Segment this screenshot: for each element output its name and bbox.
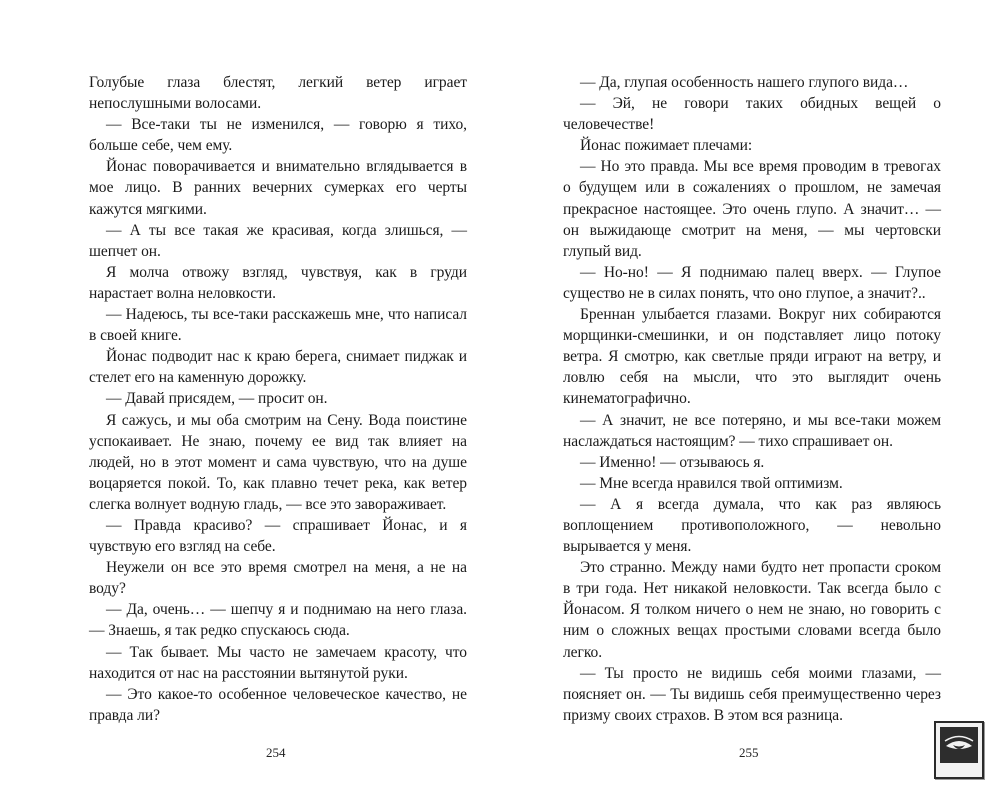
page-number-left: 254: [266, 745, 286, 760]
paragraph: — Именно! — отзываюсь я.: [580, 453, 765, 471]
paragraph: — Но это правда. Мы все время проводим в тревогах о будущем или в сожалениях о прошлом, не замечая прекрасное настоящее. Это очень глупо. А значит… — он выжидающе смотрит на меня, — мы чертовски глупый вид.: [563, 158, 941, 260]
eye-polaroid-icon: [934, 721, 984, 779]
page-number-right: 255: [739, 745, 759, 760]
paragraph: Йонас пожимает плечами:: [580, 137, 753, 155]
paragraph: — Эй, не говори таких обидных вещей о человечестве!: [563, 95, 941, 134]
paragraph: — Ты просто не видишь себя моими глазами, — поясняет он. — Ты видишь себя преимущественно через призму своих страхов. В этом вся разница.: [563, 664, 941, 724]
paragraph: — Так бывает. Мы часто не замечаем красоту, что находится от нас на расстоянии вытянутой руки.: [89, 643, 467, 682]
right-page-text: [563, 72, 941, 726]
paragraph: — Да, очень… — шепчу я и поднимаю на него глаза. — Знаешь, я так редко спускаюсь сюда.: [89, 601, 467, 640]
paragraph: — А значит, не все потеряно, и мы все-таки можем наслаждаться настоящим? — тихо спрашивает он.: [563, 411, 941, 450]
paragraph: — Все-таки ты не изменился, — говорю я тихо, больше себе, чем ему.: [89, 116, 467, 155]
eye-icon: [936, 723, 982, 777]
paragraph: Йонас подводит нас к краю берега, снимает пиджак и стелет его на каменную дорожку.: [89, 348, 467, 387]
paragraph: Йонас поворачивается и внимательно вглядывается в мое лицо. В ранних вечерних сумерках его черты кажутся мягкими.: [89, 158, 467, 218]
paragraph: — Да, глупая особенность нашего глупого вида…: [580, 74, 909, 91]
paragraph: Это странно. Между нами будто нет пропасти сроком в три года. Нет никакой неловкости. Так всегда было с Йонасом. Я толком ничего о нем не знаю, но говорить с ним о сложных вещах простыми словами всегда было легко.: [563, 559, 941, 661]
paragraph: Я сажусь, и мы оба смотрим на Сену. Вода поистине успокаивает. Не знаю, почему ее вид так влияет на людей, но в этот момент и сама чувствую, что на душе воцаряется покой. То, как плавно течет река, как ветер слегка волнует водную гладь, — все это завораживает.: [89, 411, 467, 513]
paragraph: — А ты все такая же красивая, когда злишься, — шепчет он.: [89, 221, 467, 260]
paragraph: — Надеюсь, ты все-таки расскажешь мне, что написал в своей книге.: [89, 306, 467, 345]
paragraph: — Правда красиво? — спрашивает Йонас, и я чувствую его взгляд на себе.: [89, 516, 467, 556]
paragraph: — А я всегда думала, что как раз являюсь воплощением противоположного, — невольно вырывается у меня.: [563, 495, 941, 556]
paragraph: Я молча отвожу взгляд, чувствуя, как в груди нарастает волна неловкости.: [89, 263, 467, 302]
paragraph: — Но-но! — Я поднимаю палец вверх. — Глупое существо не в силах понять, что оно глупое, а значит?..: [563, 263, 941, 302]
paragraph: — Мне всегда нравился твой оптимизм.: [580, 474, 843, 492]
paragraph: — Давай присядем, — просит он.: [106, 390, 328, 408]
paragraph: — Это какое-то особенное человеческое качество, не правда ли?: [89, 685, 467, 724]
paragraph: Голубые глаза блестят, легкий ветер играет непослушными волосами.: [89, 74, 467, 113]
left-page-text: [89, 72, 467, 726]
paragraph: Неужели он все это время смотрел на меня, а не на воду?: [89, 559, 467, 598]
paragraph: Бреннан улыбается глазами. Вокруг них собираются морщинки-смешинки, и он подставляет лицо потоку ветра. Я смотрю, как светлые пряди играют на ветру, и ловлю себя на мысли, что это выглядит очень кинематографично.: [563, 306, 941, 408]
